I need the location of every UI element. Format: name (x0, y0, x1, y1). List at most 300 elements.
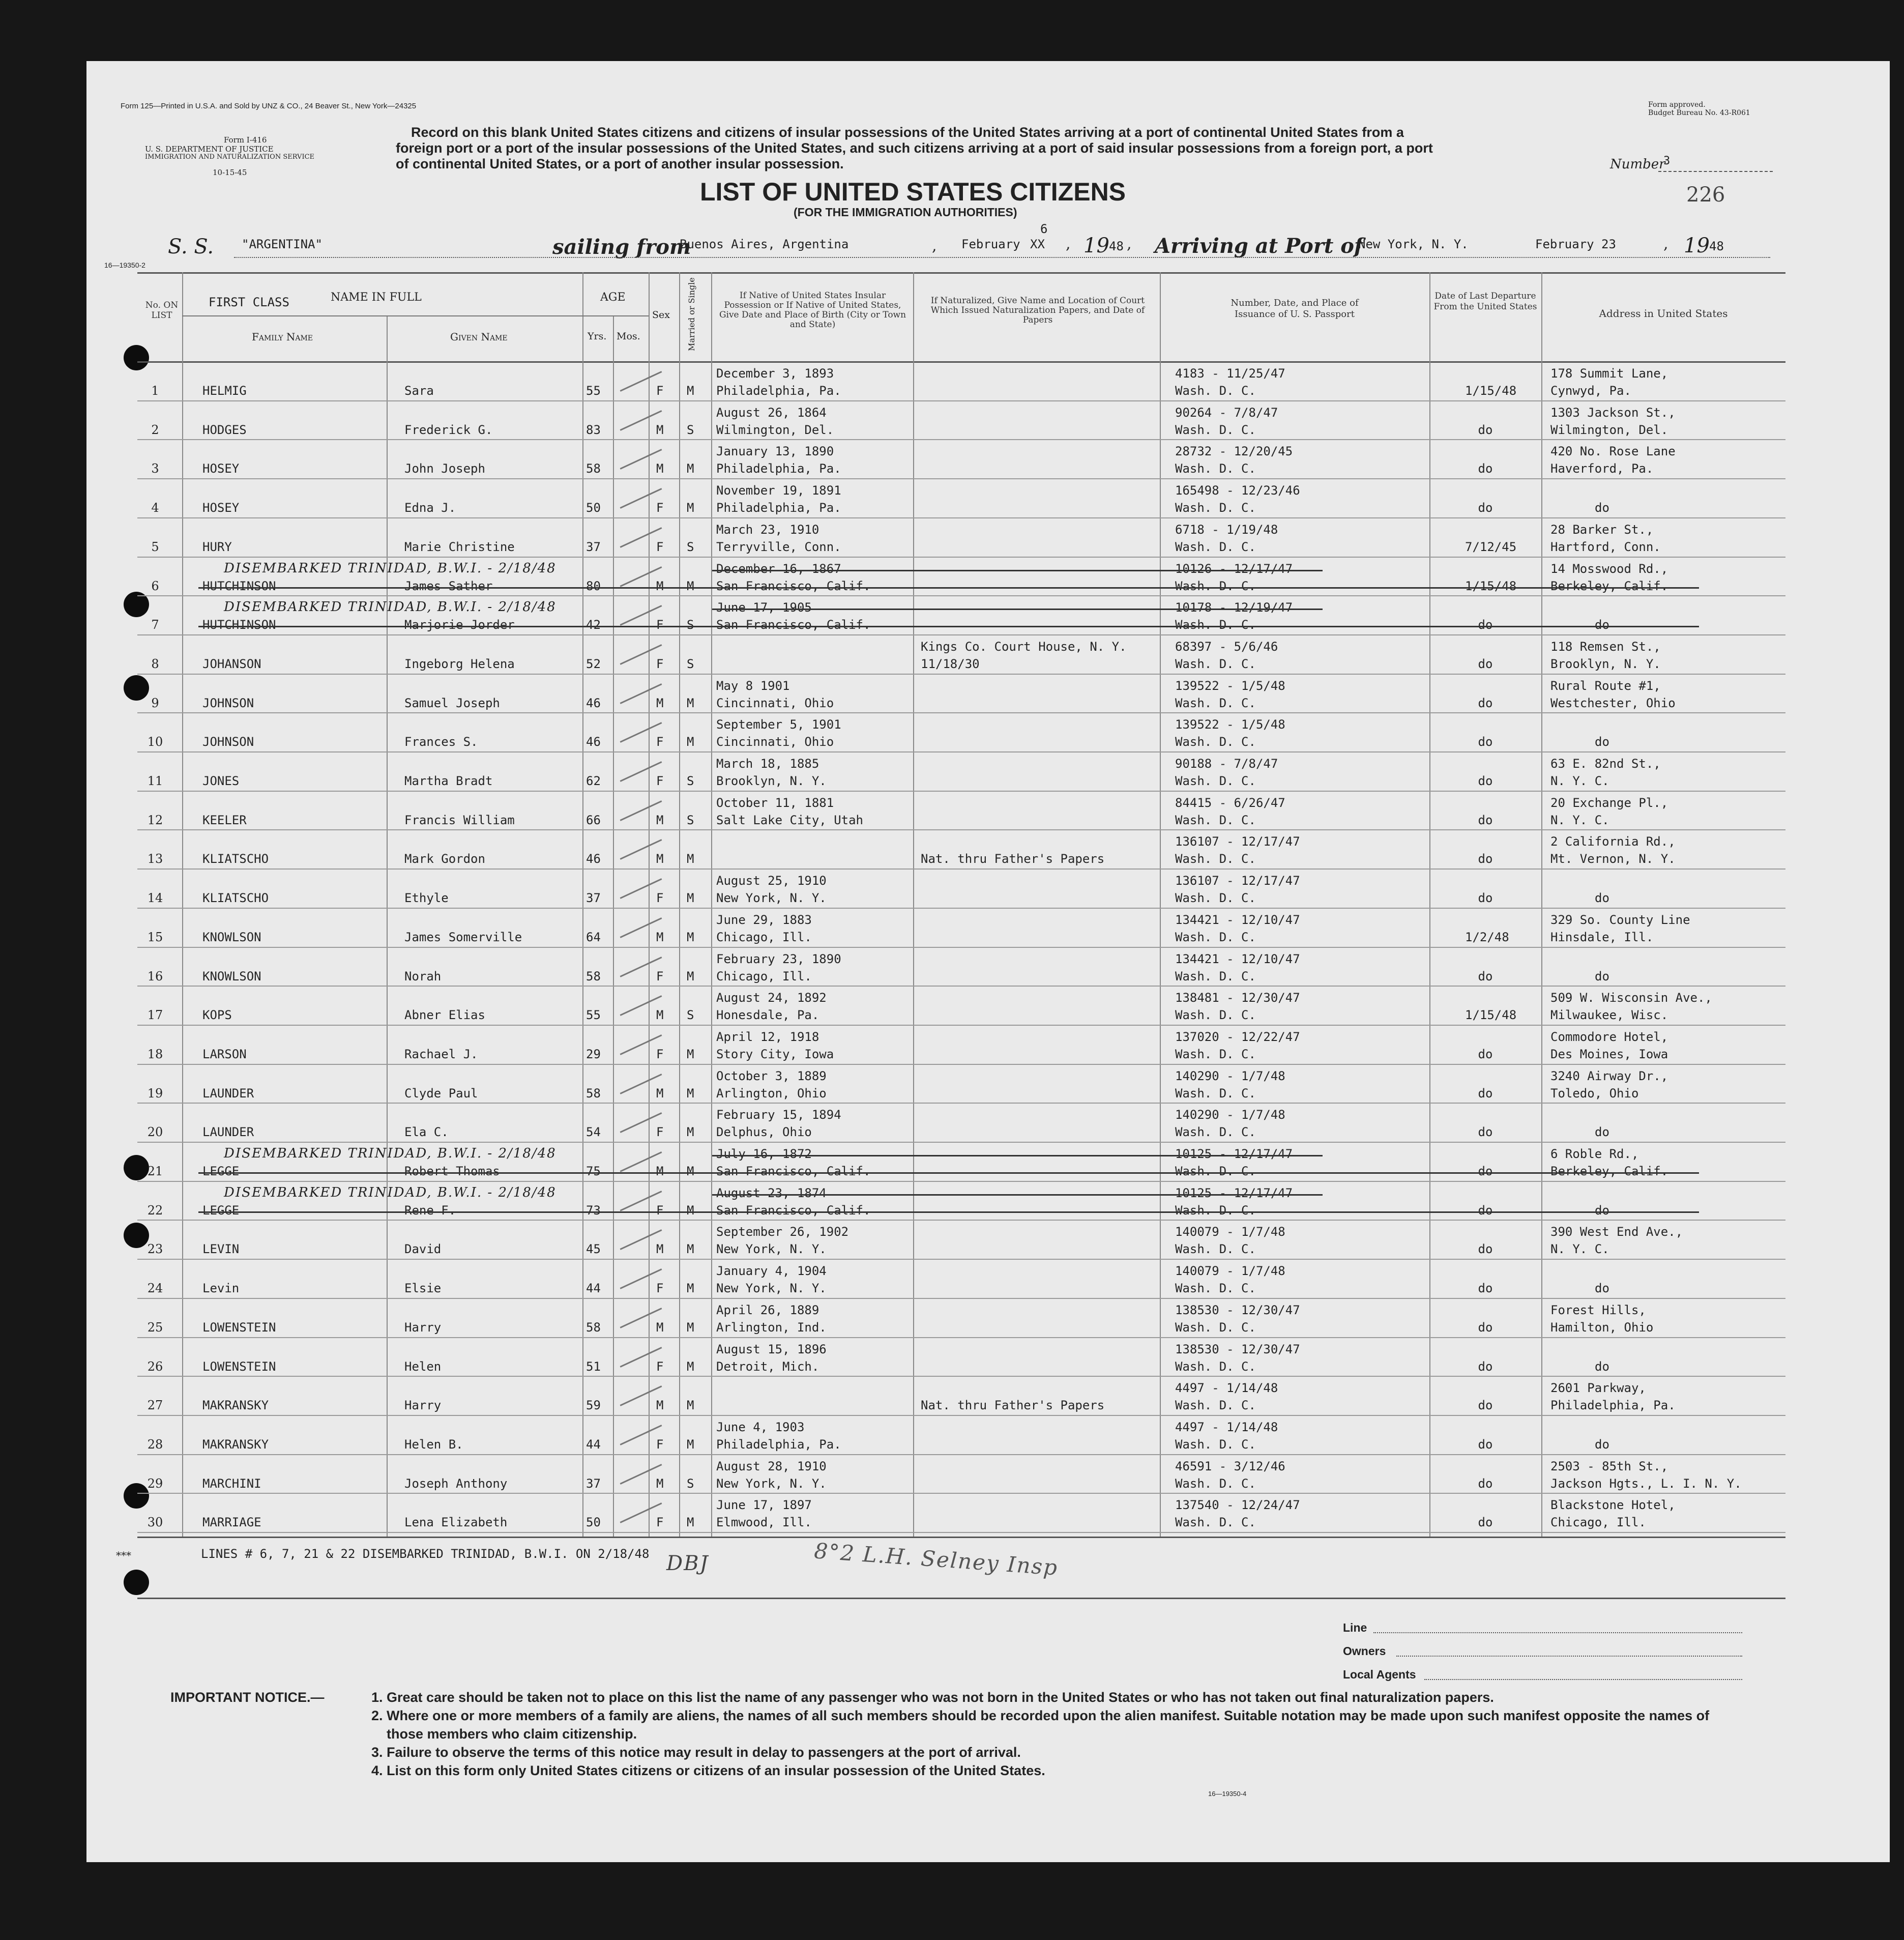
cell-birth1: October 11, 1881 (716, 796, 834, 810)
cell-addr2: Hamilton, Ohio (1550, 1320, 1654, 1335)
cell-birth1: August 28, 1910 (716, 1459, 827, 1473)
cell-dep: do (1478, 657, 1493, 671)
cell-addr2: Toledo, Ohio (1550, 1086, 1639, 1101)
cell-addr2: do (1595, 1281, 1609, 1295)
cell-no: 1 (151, 384, 159, 398)
cell-given: James Sather (404, 579, 493, 593)
row-rule (137, 712, 1785, 713)
cell-dep: do (1478, 696, 1493, 710)
cell-dep: do (1478, 1047, 1493, 1061)
page-subtitle: (FOR THE IMMIGRATION AUTHORITIES) (794, 206, 1017, 219)
cell-addr2: Philadelphia, Pa. (1550, 1398, 1676, 1412)
cell-pp2: Wash. D. C. (1175, 1047, 1256, 1061)
cell-family: LOWENSTEIN (202, 1359, 276, 1374)
cell-family: LARSON (202, 1047, 247, 1061)
cell-pp2: Wash. D. C. (1175, 813, 1256, 827)
cell-age: 51 (586, 1359, 601, 1374)
cell-addr2: N. Y. C. (1550, 1242, 1609, 1256)
cell-family: JOHANSON (202, 657, 261, 671)
cell-addr1: 329 So. County Line (1550, 913, 1690, 927)
cell-addr2: do (1595, 1203, 1609, 1218)
row-rule (137, 829, 1785, 830)
strike-line (712, 570, 1323, 571)
cell-no: 10 (147, 735, 163, 749)
cell-given: Abner Elias (404, 1008, 485, 1022)
cell-pp1: 140290 - 1/7/48 (1175, 1108, 1285, 1122)
cell-ms: S (687, 1476, 694, 1491)
cell-family: MAKRANSKY (202, 1437, 269, 1452)
cell-dep: do (1478, 461, 1493, 476)
cell-dep: do (1478, 423, 1493, 437)
cell-pp2: Wash. D. C. (1175, 930, 1256, 944)
punch-hole (124, 1570, 149, 1595)
cell-age: 42 (586, 618, 601, 632)
table-bottom-rule (137, 1537, 1785, 1538)
cell-sex: M (656, 423, 664, 437)
cell-birth2: Elmwood, Ill. (716, 1515, 812, 1529)
cell-given: David (404, 1242, 442, 1256)
cell-birth2: San Francisco, Calif. (716, 1203, 871, 1218)
row-rule (137, 1454, 1785, 1455)
cell-given: Ela C. (404, 1125, 449, 1139)
cell-family: MARCHINI (202, 1476, 261, 1491)
cell-ms: M (687, 384, 694, 398)
cell-no: 19 (147, 1086, 163, 1101)
cell-sex: F (656, 891, 664, 905)
notice-heading: IMPORTANT NOTICE.— (170, 1690, 325, 1705)
cell-given: Marie Christine (404, 540, 515, 554)
cell-no: 21 (147, 1164, 163, 1178)
cell-addr2: Berkeley, Calif. (1550, 579, 1668, 593)
comma: , (932, 237, 937, 255)
cell-dep: do (1478, 1281, 1493, 1295)
cell-ms: S (687, 618, 694, 632)
cell-sex: M (656, 930, 664, 944)
cell-given: Norah (404, 969, 442, 983)
strike-line (712, 1155, 1323, 1156)
cell-ms: S (687, 540, 694, 554)
cell-birth1: June 17, 1905 (716, 600, 812, 615)
cell-addr1: 20 Exchange Pl., (1550, 796, 1668, 810)
arrival-port: New York, N. Y. (1358, 237, 1469, 251)
sailing-day-correction: 6 (1040, 222, 1048, 236)
cell-pp1: 46591 - 3/12/46 (1175, 1459, 1285, 1473)
column-rule (1429, 272, 1430, 1537)
cell-birth2: Philadelphia, Pa. (716, 384, 841, 398)
cell-pp1: 90264 - 7/8/47 (1175, 406, 1278, 420)
cell-age: 75 (586, 1164, 601, 1178)
header-name-in-full: NAME IN FULL (331, 291, 422, 304)
owners-label: Owners (1343, 1644, 1386, 1658)
cell-pp2: Wash. D. C. (1175, 1164, 1256, 1178)
cell-ms: M (687, 1125, 694, 1139)
cell-addr1: Blackstone Hotel, (1550, 1498, 1676, 1512)
cell-no: 18 (147, 1047, 163, 1061)
cell-age: 37 (586, 540, 601, 554)
cell-ms: M (687, 1515, 694, 1529)
notice-item: 2. Where one or more members of a family are aliens, the names of all such members should be recorded upon the alien manifest. Suitable notation may be made upon such manifest opposite the names of those members who claim citizenship. (371, 1708, 1710, 1742)
cell-family: HODGES (202, 423, 247, 437)
cell-pp1: 138530 - 12/30/47 (1175, 1342, 1300, 1356)
cell-dep: do (1478, 1242, 1493, 1256)
cell-ms: M (687, 696, 694, 710)
cell-no: 26 (147, 1359, 163, 1374)
cell-birth2: Arlington, Ind. (716, 1320, 827, 1335)
cell-age: 55 (586, 384, 601, 398)
comma: , (1663, 235, 1668, 253)
header-address: Address in United States (1599, 307, 1728, 320)
row-rule (137, 1493, 1785, 1494)
cell-no: 3 (151, 461, 159, 476)
cell-ms: S (687, 423, 694, 437)
cell-addr2: Mt. Vernon, N. Y. (1550, 852, 1676, 866)
cell-sex: M (656, 1164, 664, 1178)
cell-addr1: Rural Route #1, (1550, 679, 1661, 693)
cell-pp1: 10178 - 12/19/47 (1175, 600, 1293, 615)
cell-sex: M (656, 1320, 664, 1335)
disembarked-note: DISEMBARKED TRINIDAD, B.W.I. - 2/18/48 (224, 561, 556, 576)
header-passport: Number, Date, and Place of Issuance of U. S. Passport (1231, 298, 1359, 320)
cell-family: LEGGE (202, 1164, 240, 1178)
cell-pp1: 139522 - 1/5/48 (1175, 679, 1285, 693)
cell-ms: S (687, 813, 694, 827)
row-rule (137, 1259, 1785, 1260)
cell-no: 6 (151, 579, 159, 593)
cell-given: Francis William (404, 813, 515, 827)
cell-dep: do (1478, 969, 1493, 983)
cell-ms: M (687, 1047, 694, 1061)
cell-pp2: Wash. D. C. (1175, 579, 1256, 593)
cell-age: 54 (586, 1125, 601, 1139)
cell-age: 37 (586, 1476, 601, 1491)
row-rule (137, 908, 1785, 909)
cell-given: Marjorie Jorder (404, 618, 515, 632)
header-yrs: Yrs. (588, 331, 607, 342)
cell-addr1: 3240 Airway Dr., (1550, 1069, 1668, 1083)
cell-ms: M (687, 1242, 694, 1256)
cell-ms: M (687, 1164, 694, 1178)
cell-sex: M (656, 1086, 664, 1101)
cell-birth1: May 8 1901 (716, 679, 790, 693)
strike-line (198, 1172, 1699, 1174)
cell-addr2: Wilmington, Del. (1550, 423, 1668, 437)
comma: , (1127, 235, 1132, 253)
cell-addr1: 420 No. Rose Lane (1550, 444, 1676, 458)
punch-hole (124, 345, 149, 370)
cell-no: 25 (147, 1320, 163, 1335)
cell-age: 73 (586, 1203, 601, 1218)
cell-pp1: 165498 - 12/23/46 (1175, 483, 1300, 498)
column-rule (679, 272, 680, 1537)
cell-given: Rachael J. (404, 1047, 478, 1061)
cell-ms: M (687, 1320, 694, 1335)
header-class: FIRST CLASS (209, 295, 289, 309)
notice-item: 3. Failure to observe the terms of this notice may result in delay to passengers at the port of arrival. (371, 1745, 1021, 1760)
cell-addr2: do (1595, 1125, 1609, 1139)
cell-pp2: Wash. D. C. (1175, 1008, 1256, 1022)
cell-family: KNOWLSON (202, 930, 261, 944)
cell-given: Sara (404, 384, 434, 398)
row-rule (137, 791, 1785, 792)
column-rule (1160, 272, 1161, 1537)
cell-birth1: August 26, 1864 (716, 406, 827, 420)
row-rule (137, 557, 1785, 558)
notice-item: 1. Great care should be taken not to place on this list the name of any passenger who was not born in the United States or who has not taken out final naturalization papers. (371, 1690, 1494, 1705)
row-rule (137, 1025, 1785, 1026)
cell-given: Harry (404, 1398, 442, 1412)
cell-sex: F (656, 1515, 664, 1529)
cell-family: JONES (202, 774, 240, 788)
cell-addr1: 178 Summit Lane, (1550, 366, 1668, 381)
cell-addr2: do (1595, 618, 1609, 632)
cell-sex: M (656, 1008, 664, 1022)
cell-family: JOHNSON (202, 735, 254, 749)
cell-age: 58 (586, 461, 601, 476)
cell-given: Frances S. (404, 735, 478, 749)
cell-age: 62 (586, 774, 601, 788)
cell-pp2: Wash. D. C. (1175, 1398, 1256, 1412)
cell-pp1: 136107 - 12/17/47 (1175, 874, 1300, 888)
ship-name: "ARGENTINA" (242, 237, 323, 251)
row-rule (137, 1337, 1785, 1338)
cell-pp2: Wash. D. C. (1175, 1125, 1256, 1139)
cell-sex: F (656, 657, 664, 671)
header-departure: Date of Last Departure From the United States (1433, 291, 1537, 312)
cell-age: 50 (586, 1515, 601, 1529)
cell-pp1: 140079 - 1/7/48 (1175, 1225, 1285, 1239)
cell-birth2: Philadelphia, Pa. (716, 501, 841, 515)
cell-pp1: 10125 - 12/17/47 (1175, 1147, 1293, 1161)
comma: , (1066, 235, 1071, 253)
cell-birth2: Cincinnati, Ohio (716, 735, 834, 749)
manifest-page (86, 61, 1890, 1862)
cell-sex: M (656, 1242, 664, 1256)
cell-birth2: Terryville, Conn. (716, 540, 841, 554)
cell-family: KLIATSCHO (202, 891, 269, 905)
row-rule (137, 868, 1785, 870)
column-rule (711, 272, 712, 1537)
cell-dep: do (1478, 1515, 1493, 1529)
cell-birth2: Salt Lake City, Utah (716, 813, 863, 827)
notice-item: 4. List on this form only United States citizens or citizens of an insular possession of the United States. (371, 1763, 1045, 1778)
year-prefix: 19 (1083, 234, 1109, 257)
cell-no: 2 (151, 423, 159, 437)
cell-nat2: 11/18/30 (921, 657, 980, 671)
row-rule (137, 517, 1785, 518)
header-married: Married or Single (687, 277, 696, 351)
cell-sex: M (656, 1476, 664, 1491)
cell-addr2: Brooklyn, N. Y. (1550, 657, 1661, 671)
cell-pp1: 136107 - 12/17/47 (1175, 834, 1300, 849)
cell-age: 44 (586, 1437, 601, 1452)
cell-dep: do (1478, 1125, 1493, 1139)
cell-pp1: 4497 - 1/14/48 (1175, 1381, 1278, 1395)
cell-no: 11 (147, 774, 163, 788)
form-date: 10-15-45 (213, 168, 247, 177)
page-title: LIST OF UNITED STATES CITIZENS (700, 178, 1126, 206)
cell-pp1: 138530 - 12/30/47 (1175, 1303, 1300, 1317)
cell-addr2: Milwaukee, Wisc. (1550, 1008, 1668, 1022)
cell-sex: F (656, 1047, 664, 1061)
cell-nat1: Kings Co. Court House, N. Y. (921, 640, 1127, 654)
cell-pp2: Wash. D. C. (1175, 1242, 1256, 1256)
cell-birth1: August 23, 1874 (716, 1186, 827, 1200)
cell-sex: M (656, 579, 664, 593)
cell-birth1: June 29, 1883 (716, 913, 812, 927)
cell-addr2: Cynwyd, Pa. (1550, 384, 1631, 398)
voyage-underline (234, 257, 1770, 258)
cell-ms: S (687, 657, 694, 671)
row-rule (137, 1298, 1785, 1299)
cell-given: Martha Bradt (404, 774, 493, 788)
table-top-rule (137, 272, 1785, 274)
cell-pp1: 10125 - 12/17/47 (1175, 1186, 1293, 1200)
cell-no: 29 (147, 1476, 163, 1491)
cell-age: 66 (586, 813, 601, 827)
cell-age: 58 (586, 1086, 601, 1101)
column-rule (613, 315, 614, 1537)
cell-pp1: 4183 - 11/25/47 (1175, 366, 1285, 381)
cell-ms: M (687, 579, 694, 593)
cell-birth1: August 25, 1910 (716, 874, 827, 888)
printer-line: Form 125—Printed in U.S.A. and Sold by UNZ & CO., 24 Beaver St., New York—24325 (121, 102, 417, 110)
cell-family: HUTCHINSON (202, 579, 276, 593)
cell-addr1: 2 California Rd., (1550, 834, 1676, 849)
cell-given: James Somerville (404, 930, 522, 944)
year-prefix: 19 (1684, 234, 1710, 257)
cell-dep: do (1478, 501, 1493, 515)
row-rule (137, 634, 1785, 635)
cell-family: HUTCHINSON (202, 618, 276, 632)
cell-age: 50 (586, 501, 601, 515)
cell-given: Rene F. (404, 1203, 456, 1218)
form-approved: Form approved. (1648, 101, 1706, 109)
cell-addr2: do (1595, 969, 1609, 983)
cell-birth1: August 15, 1896 (716, 1342, 827, 1356)
column-rule (913, 272, 914, 1537)
cell-ms: S (687, 1008, 694, 1022)
cell-pp2: Wash. D. C. (1175, 384, 1256, 398)
record-text (396, 125, 1433, 172)
cell-dep: do (1478, 1164, 1493, 1178)
cell-pp2: Wash. D. C. (1175, 891, 1256, 905)
cell-addr1: 14 Mosswood Rd., (1550, 562, 1668, 576)
cell-dep: do (1478, 1437, 1493, 1452)
cell-pp1: 4497 - 1/14/48 (1175, 1420, 1278, 1434)
cell-family: JOHNSON (202, 696, 254, 710)
cell-birth2: Cincinnati, Ohio (716, 696, 834, 710)
row-rule (137, 400, 1785, 401)
cell-dep: do (1478, 891, 1493, 905)
cell-ms: M (687, 1203, 694, 1218)
record-text-line: Record on this blank United States citizens and citizens of insular possessions of the United States arriving at a port of continental United States from a (411, 125, 1404, 140)
cell-dep: do (1478, 774, 1493, 788)
bottom-code: 16—19350-4 (1208, 1790, 1247, 1798)
cell-addr2: N. Y. C. (1550, 813, 1609, 827)
cell-family: LOWENSTEIN (202, 1320, 276, 1335)
cell-pp1: 139522 - 1/5/48 (1175, 717, 1285, 732)
cell-dep: do (1478, 618, 1493, 632)
cell-ms: M (687, 1359, 694, 1374)
cell-family: KLIATSCHO (202, 852, 269, 866)
header-sub-rule (182, 315, 649, 316)
row-rule (137, 478, 1785, 479)
cell-pp1: 90188 - 7/8/47 (1175, 757, 1278, 771)
cell-birth2: Honesdale, Pa. (716, 1008, 819, 1022)
cell-addr2: Berkeley, Calif. (1550, 1164, 1668, 1178)
cell-ms: S (687, 774, 694, 788)
cell-pp2: Wash. D. C. (1175, 540, 1256, 554)
cell-birth1: June 4, 1903 (716, 1420, 805, 1434)
cell-family: KNOWLSON (202, 969, 261, 983)
cell-nat1: Nat. thru Father's Papers (921, 1398, 1105, 1412)
cell-birth1: August 24, 1892 (716, 991, 827, 1005)
arrival-date: February 23 (1535, 237, 1616, 251)
cell-pp1: 84415 - 6/26/47 (1175, 796, 1285, 810)
cell-addr2: Jackson Hgts., L. I. N. Y. (1550, 1476, 1742, 1491)
cell-birth2: San Francisco, Calif. (716, 579, 871, 593)
cell-no: 7 (151, 618, 159, 632)
cell-pp2: Wash. D. C. (1175, 969, 1256, 983)
record-text-line: of continental United States, or a port of another insular possession. (396, 156, 844, 171)
cell-pp2: Wash. D. C. (1175, 501, 1256, 515)
cell-pp2: Wash. D. C. (1175, 774, 1256, 788)
cell-age: 58 (586, 1320, 601, 1335)
side-code: 16—19350-2 (104, 261, 145, 269)
cell-family: LAUNDER (202, 1086, 254, 1101)
cell-given: John Joseph (404, 461, 485, 476)
cell-age: 37 (586, 891, 601, 905)
cell-family: HOSEY (202, 501, 240, 515)
strike-line (198, 626, 1699, 627)
cell-no: 17 (147, 1008, 163, 1022)
cell-birth2: Brooklyn, N. Y. (716, 774, 827, 788)
budget-bureau: Budget Bureau No. 43-R061 (1648, 109, 1750, 117)
cell-addr2: N. Y. C. (1550, 774, 1609, 788)
cell-sex: F (656, 540, 664, 554)
cell-pp2: Wash. D. C. (1175, 1320, 1256, 1335)
sailing-day: XX (1030, 237, 1045, 251)
cell-no: 27 (147, 1398, 163, 1412)
cell-addr2: Chicago, Ill. (1550, 1515, 1646, 1529)
cell-birth2: Philadelphia, Pa. (716, 461, 841, 476)
cell-no: 16 (147, 969, 163, 983)
header-birth: If Native of United States Insular Possession or If Native of United States, Give Date and Place of Birth (City or Town and State) (719, 291, 906, 330)
cell-addr2: Des Moines, Iowa (1550, 1047, 1668, 1061)
cell-addr2: do (1595, 1437, 1609, 1452)
cell-dep: do (1478, 1203, 1493, 1218)
arrival-year: 48 (1709, 239, 1724, 253)
cell-given: Frederick G. (404, 423, 493, 437)
cell-family: HELMIG (202, 384, 247, 398)
cell-given: Edna J. (404, 501, 456, 515)
cell-family: MARRIAGE (202, 1515, 261, 1529)
cell-birth1: April 12, 1918 (716, 1030, 819, 1044)
cell-no: 30 (147, 1515, 163, 1529)
cell-pp2: Wash. D. C. (1175, 461, 1256, 476)
cell-ms: M (687, 1086, 694, 1101)
cell-pp1: 68397 - 5/6/46 (1175, 640, 1278, 654)
row-rule (137, 1103, 1785, 1104)
cell-no: 20 (147, 1125, 163, 1139)
cell-no: 13 (147, 852, 163, 866)
cell-sex: M (656, 813, 664, 827)
cell-pp1: 140079 - 1/7/48 (1175, 1264, 1285, 1278)
ss-label: S. S. (168, 235, 214, 258)
cell-given: Harry (404, 1320, 442, 1335)
cell-dep: do (1478, 1320, 1493, 1335)
cell-no: 28 (147, 1437, 163, 1452)
